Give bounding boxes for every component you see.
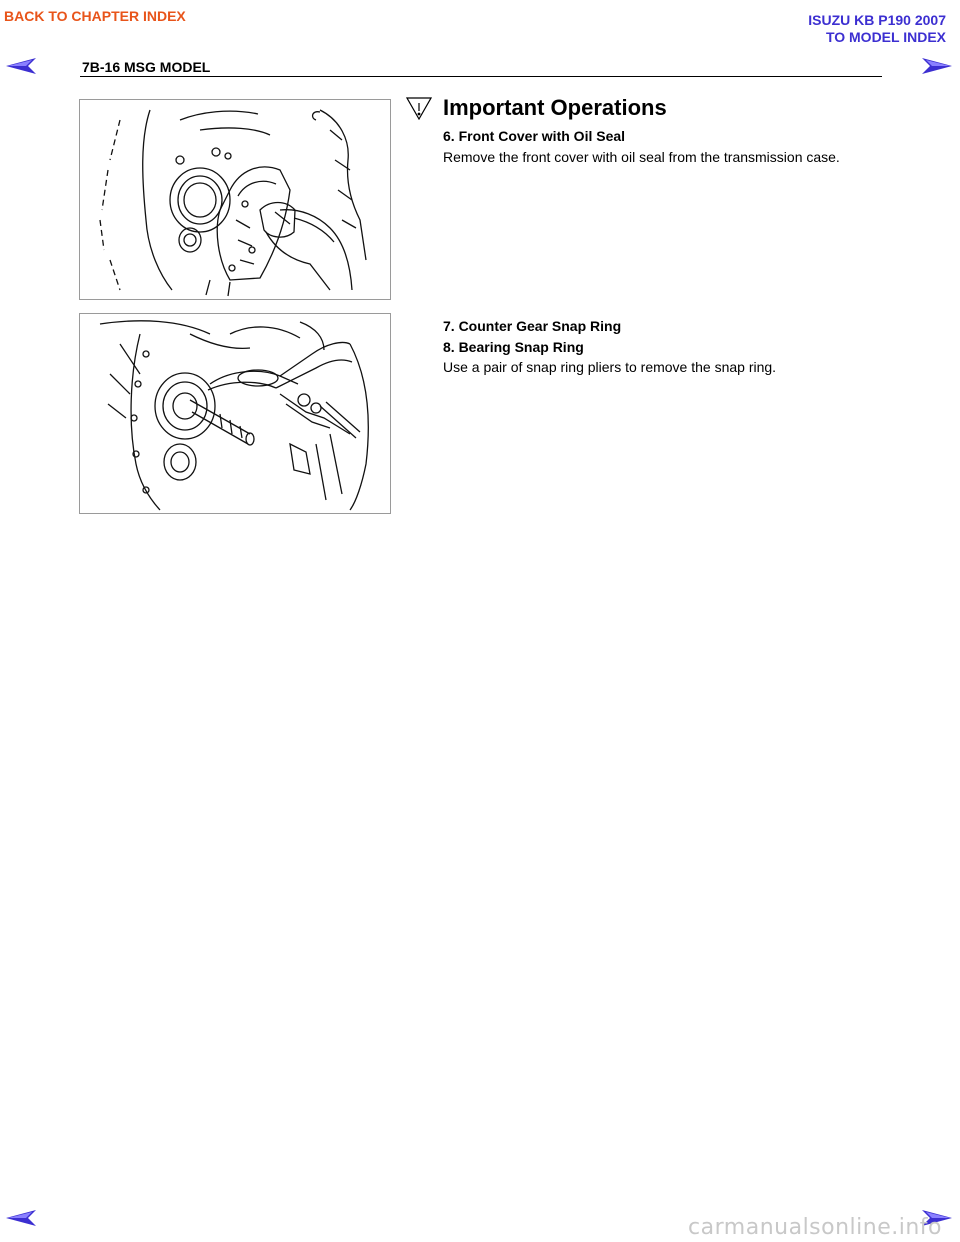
back-to-chapter-index-link[interactable]: BACK TO CHAPTER INDEX (4, 8, 186, 24)
step-6-title: 6. Front Cover with Oil Seal (443, 128, 626, 144)
figure-snap-ring-removal (79, 313, 391, 514)
prev-page-left-arrow-icon-bottom[interactable] (6, 1210, 36, 1226)
figure-front-cover-removal (79, 99, 391, 300)
step-8-text: Use a pair of snap ring pliers to remove the snap ring. (443, 359, 777, 375)
watermark: carmanualsonline.info (688, 1215, 942, 1240)
next-page-right-arrow-icon[interactable] (922, 58, 952, 74)
to-model-index-link[interactable]: TO MODEL INDEX (825, 29, 946, 45)
step-7-title: 7. Counter Gear Snap Ring (443, 318, 622, 334)
header-divider (80, 76, 882, 77)
step-6-text: Remove the front cover with oil seal from the transmission case. (443, 149, 840, 165)
step-8-title: 8. Bearing Snap Ring (443, 339, 584, 355)
warning-triangle-icon (406, 96, 432, 120)
page-header-title: 7B-16 MSG MODEL (82, 59, 211, 75)
prev-page-left-arrow-icon[interactable] (6, 58, 36, 74)
section-title: Important Operations (443, 95, 667, 120)
model-title-link[interactable]: ISUZU KB P190 2007 (808, 12, 946, 28)
